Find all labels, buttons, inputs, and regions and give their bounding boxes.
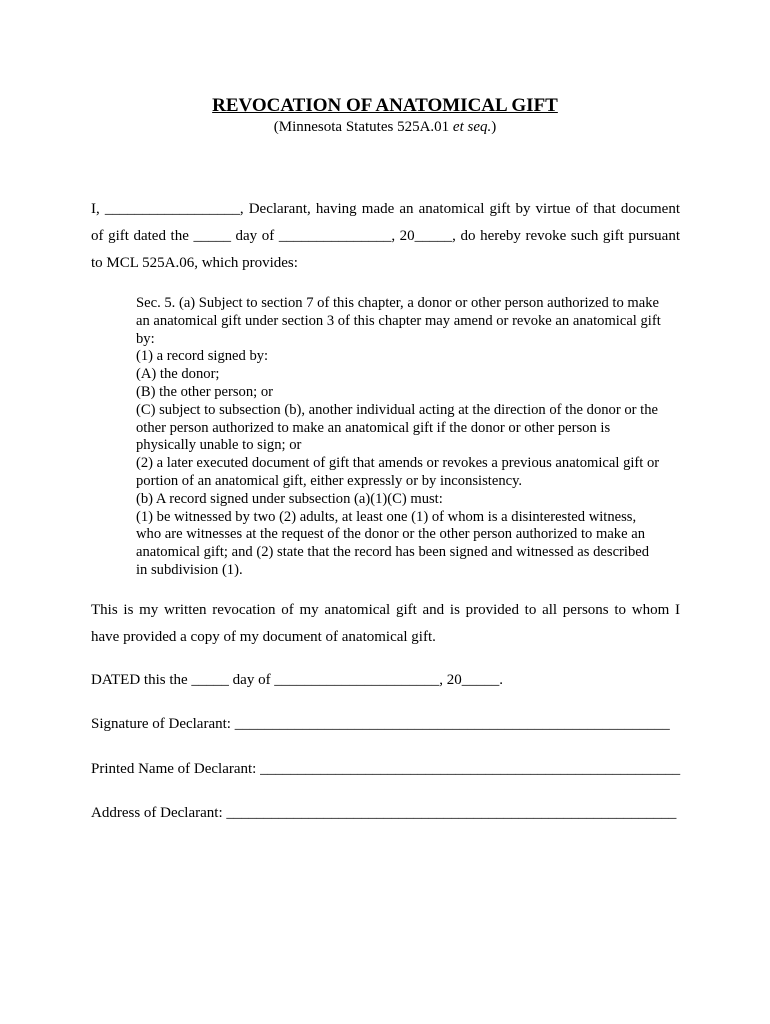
statute-line: (2) a later executed document of gift that amends or revokes a previous anatomical gift or	[136, 455, 660, 472]
intro-line: of gift dated the _____ day of _______________, 20_____, do hereby revoke such gift pursuant	[91, 228, 680, 244]
statute-line: an anatomical gift under section 3 of this chapter may amend or revoke an anatomical gift	[136, 312, 661, 329]
intro-line: to MCL 525A.06, which provides:	[91, 255, 298, 271]
statute-line: (C) subject to subsection (b), another individual acting at the direction of the donor or the	[136, 401, 658, 418]
statute-line: other person authorized to make an anatomical gift if the donor or other person is	[136, 419, 611, 436]
address-field[interactable]: Address of Declarant: ____________________________________________________________	[91, 805, 677, 821]
subtitle-italic: et seq.	[452, 119, 492, 135]
signature-field[interactable]: Signature of Declarant: __________________________________________________________	[91, 716, 670, 732]
statute-line: who are witnesses at the request of the donor or the other person authorized to make an	[136, 526, 645, 543]
document-subtitle	[0, 118, 770, 136]
statute-line: by:	[136, 330, 155, 347]
closing-paragraph	[91, 597, 680, 651]
subtitle-suffix: )	[491, 119, 497, 135]
statute-line: (b) A record signed under subsection (a)(1)(C) must:	[136, 490, 443, 507]
dated-field[interactable]: DATED this the _____ day of ______________________, 20_____.	[91, 672, 504, 688]
subtitle-prefix: (Minnesota Statutes 525A.01	[273, 119, 453, 135]
statute-line: (A) the donor;	[136, 366, 220, 383]
closing-line: This is my written revocation of my anatomical gift and is provided to all persons to whom I	[91, 602, 680, 618]
document-title: REVOCATION OF ANATOMICAL GIFT	[212, 95, 558, 116]
statute-quote	[136, 295, 684, 580]
printed-name-field[interactable]: Printed Name of Declarant: ________________________________________________________	[91, 761, 681, 777]
intro-line: I, __________________, Declarant, having made an anatomical gift by virtue of that document	[91, 201, 680, 217]
statute-line: (1) a record signed by:	[136, 348, 269, 365]
statute-line: (B) the other person; or	[136, 383, 273, 400]
statute-line: portion of an anatomical gift, either expressly or by inconsistency.	[136, 472, 523, 489]
statute-line: anatomical gift; and (2) state that the record has been signed and witnessed as described	[136, 544, 650, 561]
statute-line: Sec. 5. (a) Subject to section 7 of this chapter, a donor or other person authorized to make	[136, 295, 660, 311]
closing-line: have provided a copy of my document of anatomical gift.	[91, 629, 436, 645]
statute-line: in subdivision (1).	[136, 561, 243, 578]
statute-line: (1) be witnessed by two (2) adults, at least one (1) of whom is a disinterested witness,	[136, 508, 637, 525]
intro-paragraph	[91, 196, 680, 277]
statute-line: physically unable to sign; or	[136, 437, 302, 454]
